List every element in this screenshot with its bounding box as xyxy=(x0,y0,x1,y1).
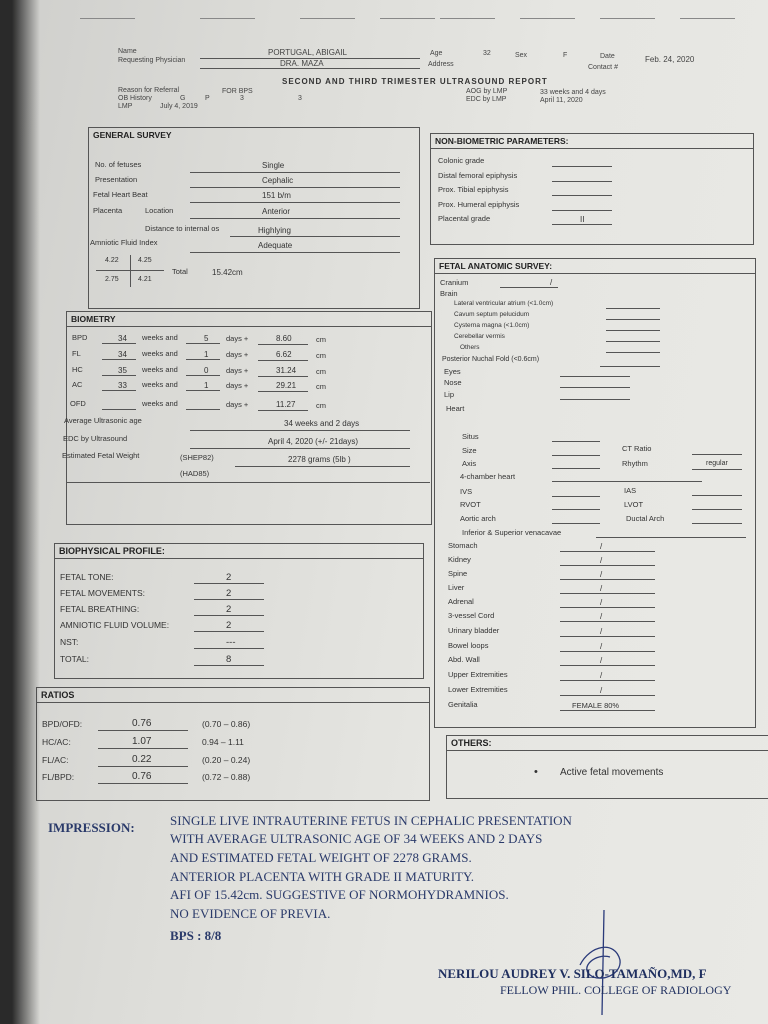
clinic-header xyxy=(80,0,760,40)
underline xyxy=(98,766,188,767)
bio-label: FL xyxy=(72,349,81,358)
efw-label: Estimated Fetal Weight xyxy=(62,451,140,460)
bpp-label: FETAL BREATHING: xyxy=(60,604,140,614)
bio-cm-value: 8.60 xyxy=(276,334,292,343)
bio-cm-value: 6.62 xyxy=(276,350,292,359)
organ-label: Upper Extremities xyxy=(448,670,508,679)
underline xyxy=(552,523,600,524)
brain-label: Brain xyxy=(440,289,458,298)
underline xyxy=(552,509,600,510)
underline xyxy=(194,631,264,632)
bpp-label: NST: xyxy=(60,637,79,647)
heart-item: IVS xyxy=(460,487,473,496)
bio-weeks-and: weeks and xyxy=(142,399,178,408)
underline xyxy=(98,730,188,731)
underline xyxy=(186,375,220,376)
underline xyxy=(606,319,660,320)
ratio-value: 0.76 xyxy=(132,718,152,729)
bio-weeks: 35 xyxy=(118,366,127,375)
gs-distance-value: Highlying xyxy=(258,226,291,235)
avg-age-label: Average Ultrasonic age xyxy=(64,416,142,425)
gs-location-value: Anterior xyxy=(262,207,291,216)
date-label: Date xyxy=(600,53,615,60)
ratios-heading: RATIOS xyxy=(37,688,429,703)
bps-score: BPS : 8/8 xyxy=(170,928,222,943)
signature-scribble xyxy=(560,905,640,1020)
bio-days: 1 xyxy=(204,381,209,390)
gs-fhb-label: Fetal Heart Beat xyxy=(93,190,148,199)
underline xyxy=(552,468,600,469)
underline xyxy=(258,376,308,377)
face-item: Eyes xyxy=(444,367,461,376)
underline xyxy=(606,352,660,353)
underline xyxy=(560,665,655,666)
brain-item: Cerebellar vermis xyxy=(454,333,505,340)
underline xyxy=(258,391,308,392)
bpp-value: 2 xyxy=(226,588,232,599)
underline xyxy=(552,441,600,442)
address-label: Address xyxy=(428,61,454,68)
underline xyxy=(560,607,655,608)
bio-cm-unit: cm xyxy=(316,351,326,360)
date-value: Feb. 24, 2020 xyxy=(645,55,695,64)
bio-days-plus: days + xyxy=(226,400,249,409)
edc-us-label: EDC by Ultrasound xyxy=(63,434,128,443)
brain-item: Others xyxy=(460,344,480,351)
nb-label: Prox. Humeral epiphysis xyxy=(438,200,520,209)
underline xyxy=(560,636,655,637)
bio-days: 0 xyxy=(204,366,209,375)
organ-value: / xyxy=(600,686,603,695)
underline xyxy=(98,748,188,749)
brain-item: Cavum septum pelucidum xyxy=(454,311,530,318)
underline xyxy=(560,593,655,594)
biometry-heading: BIOMETRY xyxy=(67,312,431,327)
underline xyxy=(186,390,220,391)
organ-value: / xyxy=(600,584,603,593)
bio-cm-unit: cm xyxy=(316,335,326,344)
underline xyxy=(552,496,600,497)
name-label: Name xyxy=(118,48,137,55)
underline xyxy=(560,551,655,552)
underline xyxy=(194,648,264,649)
afi-total-value: 15.42cm xyxy=(212,268,243,277)
underline xyxy=(560,695,655,696)
ratio-label: BPD/OFD: xyxy=(42,719,83,729)
afi-q2: 4.25 xyxy=(138,257,152,264)
reason-value: FOR BPS xyxy=(222,88,253,95)
ductal-label: Ductal Arch xyxy=(626,514,665,523)
reason-label: Reason for Referral xyxy=(118,87,180,94)
bio-weeks: 33 xyxy=(118,381,127,390)
ratio-value: 0.76 xyxy=(132,771,152,782)
bpp-label: TOTAL: xyxy=(60,654,89,664)
ratio-range: (0.72 – 0.88) xyxy=(202,772,251,782)
afi-q3: 2.75 xyxy=(105,276,119,283)
heart-item: Situs xyxy=(462,432,479,441)
gs-afi-value: Adequate xyxy=(258,241,293,250)
lmp-label: LMP xyxy=(118,103,133,110)
lvot-label: LVOT xyxy=(624,500,644,509)
bio-weeks-and: weeks and xyxy=(142,333,178,342)
ob-history-label: OB History xyxy=(118,95,152,102)
age-label: Age xyxy=(430,50,443,57)
face-item: Lip xyxy=(444,390,455,399)
bio-label: OFD xyxy=(70,399,86,408)
edc-lmp-label: EDC by LMP xyxy=(466,96,507,103)
impression-line-3: AND ESTIMATED FETAL WEIGHT OF 2278 GRAMS. xyxy=(170,850,472,865)
nb-value: II xyxy=(580,215,585,224)
ratio-value: 0.22 xyxy=(132,754,152,765)
ob-g-value: 3 xyxy=(240,95,244,102)
bio-cm-value: 29.21 xyxy=(276,381,297,390)
brain-item: Lateral ventricular atrium (<1.0cm) xyxy=(454,300,554,307)
physician-label: Requesting Physician xyxy=(118,57,186,64)
underline xyxy=(102,375,136,376)
gs-placenta-label: Placenta xyxy=(93,206,123,215)
ct-ratio-label: CT Ratio xyxy=(622,444,652,453)
underline xyxy=(560,710,655,711)
general-survey-heading: GENERAL SURVEY xyxy=(93,130,172,140)
underline xyxy=(552,455,600,456)
underline xyxy=(552,195,612,196)
ratio-value: 1.07 xyxy=(132,736,152,747)
afi-total-label: Total xyxy=(172,267,188,276)
underline xyxy=(194,665,264,666)
organ-label: Urinary bladder xyxy=(448,626,500,635)
rhythm-value: regular xyxy=(706,460,728,467)
efw-value: 2278 grams (5lb ) xyxy=(288,455,351,464)
others-bullet: • xyxy=(534,766,538,778)
ratio-label: FL/BPD: xyxy=(42,772,75,782)
bio-days-plus: days + xyxy=(226,366,249,375)
bio-days-plus: days + xyxy=(226,381,249,390)
avg-age-value: 34 weeks and 2 days xyxy=(284,419,360,428)
bio-label: BPD xyxy=(72,333,88,342)
rhythm-label: Rhythm xyxy=(622,459,648,468)
ratio-range: (0.70 – 0.86) xyxy=(202,719,251,729)
underline xyxy=(552,481,702,482)
bpp-value: 2 xyxy=(226,604,232,615)
gs-fhb-value: 151 b/m xyxy=(262,191,291,200)
impression-label: IMPRESSION: xyxy=(48,820,135,835)
bio-label: AC xyxy=(72,380,83,389)
bio-cm-unit: cm xyxy=(316,367,326,376)
organ-label: 3-vessel Cord xyxy=(448,611,495,620)
underline xyxy=(102,390,136,391)
underline xyxy=(552,210,612,211)
gs-presentation-value: Cephalic xyxy=(262,176,294,185)
impression-line-1: SINGLE LIVE INTRAUTERINE FETUS IN CEPHALIC PRESENTATION xyxy=(170,813,572,828)
organ-label: Liver xyxy=(448,583,465,592)
aog-lmp-label: AOG by LMP xyxy=(466,88,508,95)
nb-label: Prox. Tibial epiphysis xyxy=(438,185,509,194)
impression-line-2: WITH AVERAGE ULTRASONIC AGE OF 34 WEEKS AND 2 DAYS xyxy=(170,831,543,846)
afi-q1: 4.22 xyxy=(105,257,119,264)
bio-weeks: 34 xyxy=(118,334,127,343)
underline xyxy=(552,224,612,225)
bpp-label: AMNIOTIC FLUID VOLUME: xyxy=(60,620,170,630)
others-item: Active fetal movements xyxy=(560,767,664,778)
face-item: Nose xyxy=(444,378,462,387)
bio-weeks-and: weeks and xyxy=(142,349,178,358)
underline xyxy=(606,330,660,331)
radiologist-name: NERILOU AUDREY V. SILO-TAMAÑO,MD, F xyxy=(438,966,707,981)
organ-label: Bowel loops xyxy=(448,641,489,650)
heart-label: Heart xyxy=(446,404,465,413)
bio-weeks: 34 xyxy=(118,350,127,359)
aog-lmp-value: 33 weeks and 4 days xyxy=(540,89,606,96)
organ-value: / xyxy=(600,612,603,621)
nuchal-label: Posterior Nuchal Fold (<0.6cm) xyxy=(442,356,540,363)
underline xyxy=(560,651,655,652)
nb-label: Distal femoral epiphysis xyxy=(438,171,518,180)
ias-label: IAS xyxy=(624,486,637,495)
afi-q4: 4.21 xyxy=(138,276,152,283)
gs-fetuses-label: No. of fetuses xyxy=(95,160,142,169)
underline xyxy=(186,409,220,410)
cranium-value: / xyxy=(550,278,553,287)
underline xyxy=(560,680,655,681)
underline xyxy=(258,360,308,361)
organ-label: Spine xyxy=(448,569,468,578)
heart-item: 4-chamber heart xyxy=(460,472,516,481)
gs-location-label: Location xyxy=(145,206,174,215)
organ-value: / xyxy=(600,542,603,551)
others-heading: OTHERS: xyxy=(447,736,768,751)
gs-fetuses-value: Single xyxy=(262,161,285,170)
brain-item: Cysterna magna (<1.0cm) xyxy=(454,322,530,329)
nb-label: Colonic grade xyxy=(438,156,485,165)
underline xyxy=(560,376,630,377)
impression-line-6: NO EVIDENCE OF PREVIA. xyxy=(170,906,331,921)
biophysical-heading: BIOPHYSICAL PROFILE: xyxy=(55,544,423,559)
bpp-value: 2 xyxy=(226,572,232,583)
lmp-value: July 4, 2019 xyxy=(160,103,198,110)
gs-afi-label: Amniotic Fluid Index xyxy=(90,238,158,247)
organ-label: Abd. Wall xyxy=(448,655,480,664)
non-biometric-heading: NON-BIOMETRIC PARAMETERS: xyxy=(431,134,753,149)
ob-g-label: G xyxy=(180,95,186,102)
organ-value: / xyxy=(600,656,603,665)
sex-value: F xyxy=(563,52,568,59)
underline xyxy=(606,341,660,342)
underline xyxy=(258,344,308,345)
underline xyxy=(552,181,612,182)
bpp-value: 8 xyxy=(226,654,232,665)
bpp-value: 2 xyxy=(226,620,232,631)
age-value: 32 xyxy=(483,50,491,57)
underline xyxy=(258,410,308,411)
underline xyxy=(102,359,136,360)
organ-label: Lower Extremities xyxy=(448,685,508,694)
organ-value: / xyxy=(600,642,603,651)
organ-label: Stomach xyxy=(448,541,478,550)
organ-value: / xyxy=(600,627,603,636)
underline xyxy=(560,399,630,400)
underline xyxy=(186,343,220,344)
efw-method-had: (HAD85) xyxy=(180,469,210,478)
organ-label: Adrenal xyxy=(448,597,474,606)
page-shadow xyxy=(0,0,40,1024)
underline xyxy=(560,387,630,388)
gs-presentation-label: Presentation xyxy=(95,175,138,184)
bio-days: 5 xyxy=(204,334,209,343)
organ-value: FEMALE 80% xyxy=(572,701,620,710)
bio-days-plus: days + xyxy=(226,350,249,359)
bpp-label: FETAL MOVEMENTS: xyxy=(60,588,146,598)
ratio-label: HC/AC: xyxy=(42,737,71,747)
underline xyxy=(102,409,136,410)
organ-label: Genitalia xyxy=(448,700,478,709)
afi-cross-vertical xyxy=(130,255,131,287)
ratio-range: (0.20 – 0.24) xyxy=(202,755,251,765)
gs-distance-label: Distance to internal os xyxy=(145,224,220,233)
underline xyxy=(186,359,220,360)
ob-p-value: 3 xyxy=(298,95,302,102)
heart-item: RVOT xyxy=(460,500,481,509)
edc-us-value: April 4, 2020 (+/- 21days) xyxy=(268,437,359,446)
underline xyxy=(560,565,655,566)
afi-cross-horizontal xyxy=(96,270,164,271)
organ-label: Kidney xyxy=(448,555,471,564)
bpp-label: FETAL TONE: xyxy=(60,572,114,582)
underline xyxy=(552,166,612,167)
organ-value: / xyxy=(600,570,603,579)
edc-lmp-value: April 11, 2020 xyxy=(540,97,583,104)
contact-label: Contact # xyxy=(588,64,618,71)
bio-days-plus: days + xyxy=(226,334,249,343)
underline xyxy=(102,343,136,344)
bio-cm-unit: cm xyxy=(316,401,326,410)
ratio-range: 0.94 – 1.11 xyxy=(202,737,244,747)
bio-cm-value: 31.24 xyxy=(276,366,297,375)
bio-cm-unit: cm xyxy=(316,382,326,391)
heart-item: Inferior & Superior venacavae xyxy=(462,528,562,537)
radiologist-title: FELLOW PHIL. COLLEGE OF RADIOLOGY xyxy=(500,983,732,997)
bio-cm-value: 11.27 xyxy=(276,400,296,409)
bio-label: HC xyxy=(72,365,83,374)
heart-item: Aortic arch xyxy=(460,514,496,523)
efw-method-shep: (SHEP82) xyxy=(180,453,214,462)
underline xyxy=(560,579,655,580)
underline xyxy=(560,621,655,622)
underline xyxy=(98,783,188,784)
impression-line-4: ANTERIOR PLACENTA WITH GRADE II MATURITY. xyxy=(170,869,474,884)
underline xyxy=(194,615,264,616)
ratio-label: FL/AC: xyxy=(42,755,69,765)
patient-name: PORTUGAL, ABIGAIL xyxy=(268,48,347,57)
heart-item: Size xyxy=(462,446,477,455)
nb-label: Placental grade xyxy=(438,214,491,223)
bio-days: 1 xyxy=(204,350,209,359)
underline xyxy=(194,599,264,600)
bpp-value: --- xyxy=(226,637,236,648)
organ-value: / xyxy=(600,556,603,565)
impression-line-5: AFI OF 15.42cm. SUGGESTIVE OF NORMOHYDRAMNIOS. xyxy=(170,887,509,902)
cranium-label: Cranium xyxy=(440,278,469,287)
organ-value: / xyxy=(600,671,603,680)
underline xyxy=(194,583,264,584)
underline xyxy=(606,308,660,309)
fetal-anatomic-heading: FETAL ANATOMIC SURVEY: xyxy=(435,259,755,274)
bio-weeks-and: weeks and xyxy=(142,380,178,389)
physician-value: DRA. MAZA xyxy=(280,59,324,68)
report-title: SECOND AND THIRD TRIMESTER ULTRASOUND REPORT xyxy=(282,77,548,86)
bio-weeks-and: weeks and xyxy=(142,365,178,374)
organ-value: / xyxy=(600,598,603,607)
ob-p-label: P xyxy=(205,95,210,102)
sex-label: Sex xyxy=(515,52,528,59)
heart-item: Axis xyxy=(462,459,477,468)
